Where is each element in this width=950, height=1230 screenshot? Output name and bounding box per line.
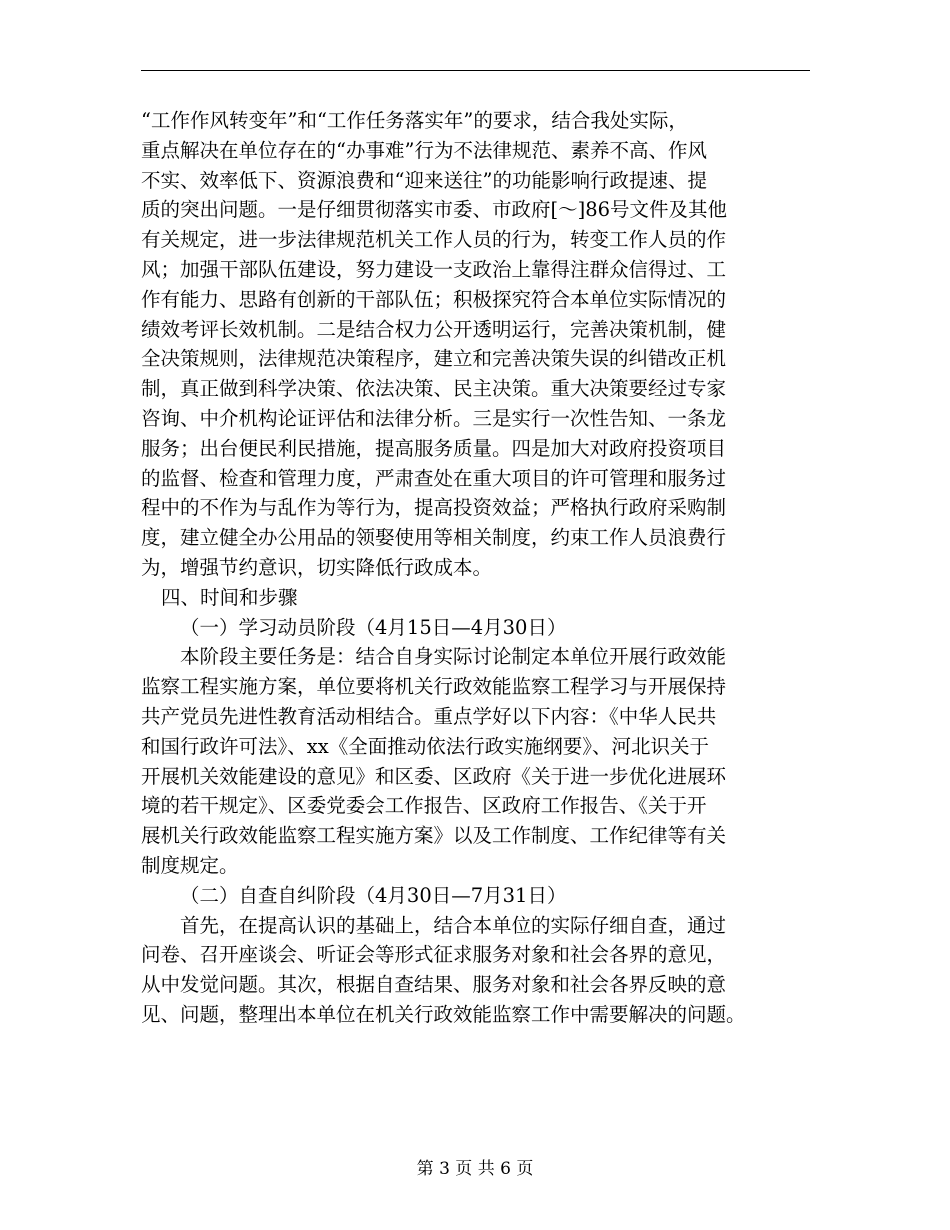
text-line: 问卷、召开座谈会、听证会等形式征求服务对象和社会各界的意见， (141, 943, 727, 967)
page-number-footer: 第 3 页 共 6 页 (416, 1159, 534, 1179)
text-line: 作有能力、思路有创新的干部队伍；积极探究符合本单位实际情况的 (141, 287, 727, 311)
text-line: 咨询、中介机构论证评估和法律分析。三是实行一次性告知、一条龙 (141, 406, 727, 430)
text-line: 有关规定，进一步法律规范机关工作人员的行为，转变工作人员的作 (141, 228, 727, 252)
text-line: 制，真正做到科学决策、依法决策、民主决策。重大决策要经过专家 (141, 377, 727, 401)
subsection-heading: （二）自查自纠阶段（4月30日—7月31日） (180, 883, 567, 907)
text-line: 本阶段主要任务是：结合自身实际讨论制定本单位开展行政效能 (180, 645, 727, 669)
text-line: 和国行政许可法》、xx《全面推动依法行政实施纲要》、河北识关于 (141, 734, 709, 758)
text-line: 程中的不作为与乱作为等行为，提高投资效益；严格执行政府采购制 (141, 496, 727, 520)
text-line: 风；加强干部队伍建设，努力建设一支政治上靠得注群众信得过、工 (141, 257, 727, 281)
text-line: 从中发觉问题。其次，根据自查结果、服务对象和社会各界反映的意 (141, 973, 727, 997)
text-line: 的监督、检查和管理力度，严肃查处在重大项目的许可管理和服务过 (141, 466, 727, 490)
text-line: 首先，在提高认识的基础上，结合本单位的实际仔细自查，通过 (180, 913, 727, 937)
text-line: 不实、效率低下、资源浪费和“迎来送往”的功能影响行政提速、提 (141, 168, 707, 192)
text-line: “工作作风转变年”和“工作任务落实年”的要求，结合我处实际， (141, 109, 688, 132)
text-line: 共产党员先进性教育活动相结合。重点学好以下内容：《中华人民共 (141, 704, 717, 728)
subsection-heading: （一）学习动员阶段（4月15日—4月30日） (180, 615, 567, 639)
text-line: 见、问题，整理出本单位在机关行政效能监察工作中需要解决的问题。 (141, 1002, 746, 1026)
section-heading: 四、时间和步骤 (161, 585, 298, 609)
text-line: 展机关行政效能监察工程实施方案》以及工作制度、工作纪律等有关 (141, 824, 727, 848)
text-line: 监察工程实施方案，单位要将机关行政效能监察工程学习与开展保持 (141, 675, 727, 699)
text-line: 境的若干规定》、区委党委会工作报告、区政府工作报告、《关于开 (141, 794, 707, 818)
header-rule (141, 70, 810, 71)
text-line: 服务；出台便民利民措施，提高服务质量。四是加大对政府投资项目 (141, 436, 727, 460)
text-line: 度，建立健全办公用品的领娶使用等相关制度，约束工作人员浪费行 (141, 526, 727, 550)
text-line: 绩效考评长效机制。二是结合权力公开透明运行，完善决策机制，健 (141, 317, 727, 341)
text-line: 为，增强节约意识，切实降低行政成本。 (141, 555, 493, 579)
body-text (141, 106, 831, 1030)
text-line: 全决策规则，法律规范决策程序，建立和完善决策失误的纠错改正机 (141, 347, 727, 371)
text-line: 质的突出问题。一是仔细贯彻落实市委、市政府[～]86号文件及其他 (141, 198, 728, 222)
text-line: 开展机关效能建设的意见》和区委、区政府《关于进一步优化进展环 (141, 764, 727, 788)
text-line: 重点解决在单位存在的“办事难”行为不法律规范、素养不高、作风 (141, 138, 707, 162)
text-line: 制度规定。 (141, 853, 239, 877)
